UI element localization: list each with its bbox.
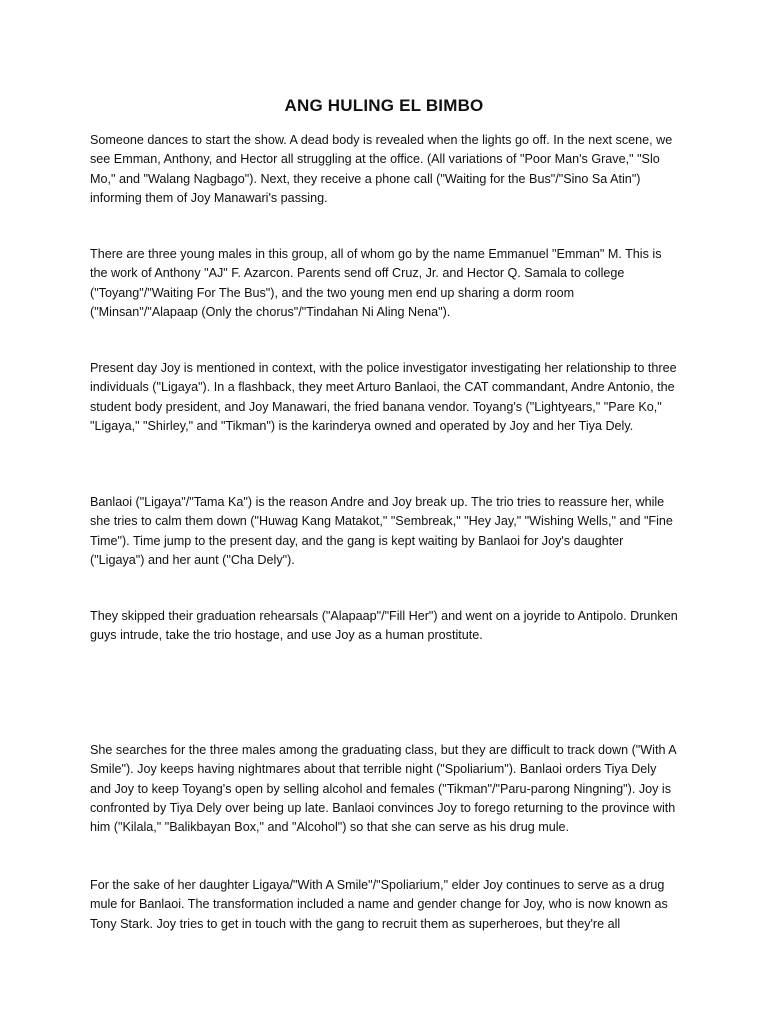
- paragraph-5: They skipped their graduation rehearsals ("Alapaap"/"Fill Her") and went on a joyride to Antipolo. Drunken guys intrude, take the trio hostage, and use Joy as a human prostitute.: [90, 609, 678, 643]
- paragraph-6: She searches for the three males among the graduating class, but they are difficult to track down ("With A Smile"). Joy keeps having nightmares about that terrible night ("Spoliarium"). Banlaoi orders Tiya Dely and Joy to keep Toyang's open by selling alcohol and females ("Tikman"/"Paru-parong Ningning"). Joy is confronted by Tiya Dely over being up late. Banlaoi convinces Joy to forego returning to the province with him ("Kilala," "Balikbayan Box," and "Alcohol") so that she can serve as his drug mule.: [90, 743, 676, 835]
- paragraph-1: Someone dances to start the show. A dead body is revealed when the lights go off. In the next scene, we see Emman, Anthony, and Hector all struggling at the office. (All variations of "Poor Man's Grave," "Slo Mo," and "Walang Nagbago"). Next, they receive a phone call ("Waiting for the Bus"/"Sino Sa Atin") informing them of Joy Manawari's passing.: [90, 133, 673, 205]
- document-title: ANG HULING EL BIMBO: [284, 96, 484, 115]
- paragraph-7: For the sake of her daughter Ligaya/"With A Smile"/"Spoliarium," elder Joy continues to serve as a drug mule for Banlaoi. The transformation included a name and gender change for Joy, who is now known as Tony Stark. Joy tries to get in touch with the gang to recruit them as superheroes, but they're all: [90, 878, 668, 931]
- paragraph-3: Present day Joy is mentioned in context, with the police investigator investigating her relationship to three individuals ("Ligaya"). In a flashback, they meet Arturo Banlaoi, the CAT commandant, Andre Antonio, the student body president, and Joy Manawari, the fried banana vendor. Toyang's ("Lightyears," "Pare Ko," "Ligaya," "Shirley," and "Tikman") is the karinderya owned and operated by Joy and her Tiya Dely.: [90, 361, 677, 433]
- paragraph-4: Banlaoi ("Ligaya"/"Tama Ka") is the reason Andre and Joy break up. The trio tries to reassure her, while she tries to calm them down ("Huwag Kang Matakot," "Sembreak," "Hey Jay," "Wishing Wells," and "Fine Time"). Time jump to the present day, and the gang is kept waiting by Banlaoi for Joy's daughter ("Ligaya") and her aunt ("Cha Dely").: [90, 495, 673, 567]
- paragraph-2: There are three young males in this group, all of whom go by the name Emmanuel "Emman" M. This is the work of Anthony "AJ" F. Azarcon. Parents send off Cruz, Jr. and Hector Q. Samala to college ("Toyang"/"Waiting For The Bus"), and the two young men end up sharing a dorm room ("Minsan"/"Alapaap (Only the chorus"/"Tindahan Ni Aling Nena").: [90, 247, 662, 319]
